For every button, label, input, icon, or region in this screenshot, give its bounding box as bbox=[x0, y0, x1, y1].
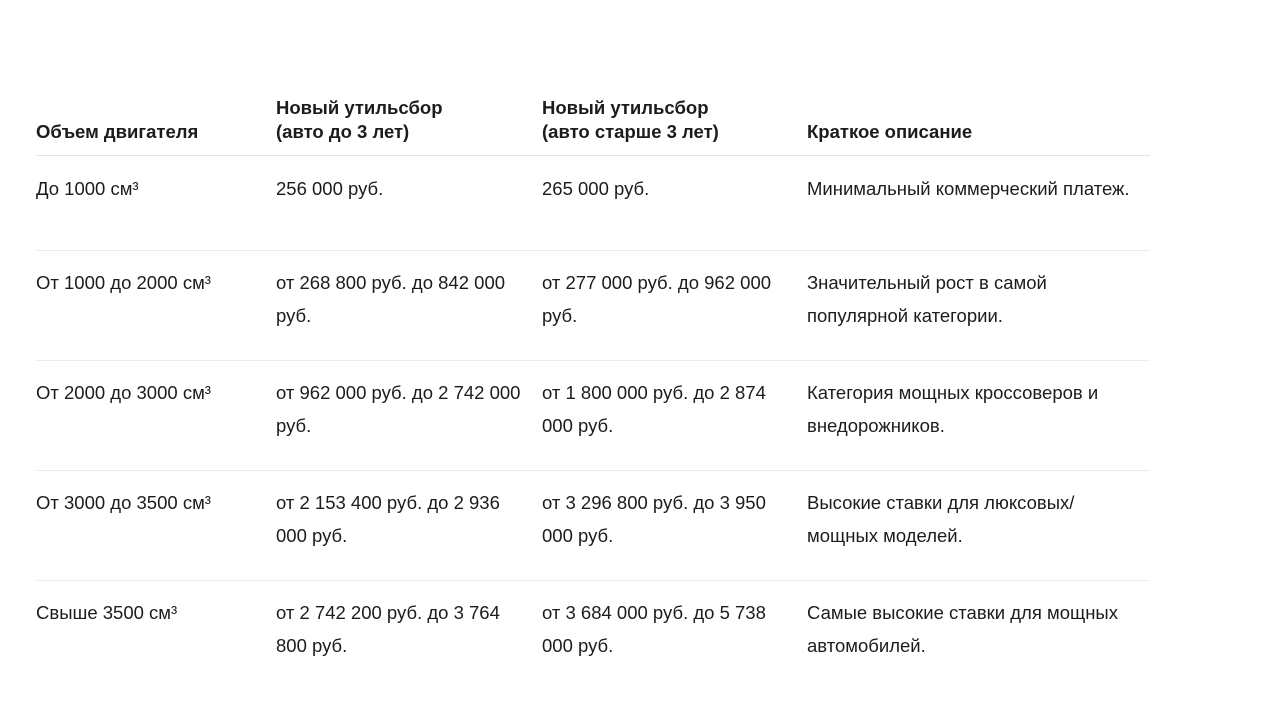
recycling-fee-table bbox=[36, 84, 1150, 690]
cell-fee-under-3: от 2 742 200 руб. до 3 764 800 руб. bbox=[276, 602, 500, 656]
cell-fee-under-3: от 962 000 руб. до 2 742 000 руб. bbox=[276, 382, 521, 436]
table-header-row bbox=[36, 84, 1150, 156]
table-row bbox=[36, 251, 1150, 361]
cell-description: Категория мощных кроссоверов и внедорожников. bbox=[807, 382, 1099, 436]
cell-fee-under-3: 256 000 руб. bbox=[276, 178, 384, 199]
cell-volume: От 2000 до 3000 см³ bbox=[36, 382, 211, 403]
header-engine-volume bbox=[36, 120, 276, 144]
cell-fee-over-3: 265 000 руб. bbox=[542, 178, 650, 199]
header-line: (авто старше 3 лет) bbox=[542, 121, 719, 142]
cell-fee-over-3: от 1 800 000 руб. до 2 874 000 руб. bbox=[542, 382, 766, 436]
cell-fee-over-3: от 3 296 800 руб. до 3 950 000 руб. bbox=[542, 492, 766, 546]
cell-description: Значительный рост в самой популярной категории. bbox=[807, 272, 1047, 326]
header-line: Краткое описание bbox=[807, 121, 973, 142]
cell-description: Минимальный коммерческий платеж. bbox=[807, 178, 1130, 199]
cell-fee-under-3: от 2 153 400 руб. до 2 936 000 руб. bbox=[276, 492, 500, 546]
table-row bbox=[36, 471, 1150, 581]
cell-volume: До 1000 см³ bbox=[36, 178, 139, 199]
header-new-fee-over-3 bbox=[542, 96, 807, 144]
cell-description: Высокие ставки для люксовых/ мощных моделей. bbox=[807, 492, 1075, 546]
cell-volume: От 1000 до 2000 см³ bbox=[36, 272, 211, 293]
header-description bbox=[807, 120, 1150, 144]
table-row bbox=[36, 361, 1150, 471]
cell-volume: Свыше 3500 см³ bbox=[36, 602, 178, 623]
header-line: Новый утильсбор bbox=[542, 97, 709, 118]
header-new-fee-under-3 bbox=[276, 96, 542, 144]
cell-volume: От 3000 до 3500 см³ bbox=[36, 492, 211, 513]
cell-fee-over-3: от 277 000 руб. до 962 000 руб. bbox=[542, 272, 772, 326]
table-row bbox=[36, 581, 1150, 690]
cell-description: Самые высокие ставки для мощных автомобилей. bbox=[807, 602, 1118, 656]
cell-fee-under-3: от 268 800 руб. до 842 000 руб. bbox=[276, 272, 506, 326]
cell-fee-over-3: от 3 684 000 руб. до 5 738 000 руб. bbox=[542, 602, 766, 656]
table-row bbox=[36, 156, 1150, 251]
header-line: Объем двигателя bbox=[36, 121, 199, 142]
header-line: Новый утильсбор bbox=[276, 97, 443, 118]
header-line: (авто до 3 лет) bbox=[276, 121, 410, 142]
